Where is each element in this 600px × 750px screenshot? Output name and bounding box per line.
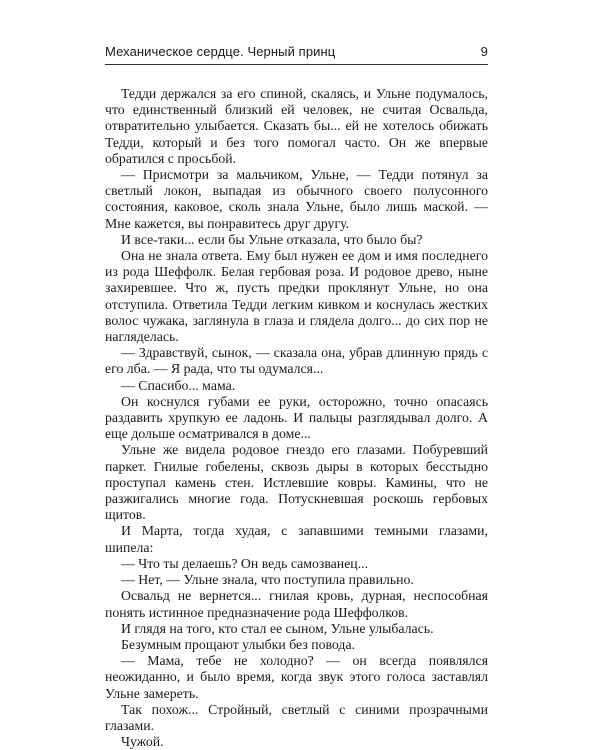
- paragraph: Тедди держался за его спиной, скалясь, и Ульне подумалось, что единственный близкий ей человек, не считая Освальда, отвратительно улыбается. Сказать бы... ей не хотелось обижать Тедди, который и без того помогал часто. Он же впервые обратился с просьбой.: [105, 86, 488, 166]
- paragraph: Безумным прощают улыбки без повода.: [121, 636, 356, 652]
- paragraph: И глядя на того, кто стал ее сыном, Ульне улыбалась.: [121, 620, 434, 636]
- paragraph: — Что ты делаешь? Он ведь самозванец...: [121, 555, 369, 571]
- paragraph: Он коснулся губами ее руки, осторожно, точно опасаясь раздавить хрупкую ее ладонь. И пальцы разглядывал долго. А еще дольше осматривался в доме...: [105, 393, 488, 442]
- paragraph: — Присмотри за мальчиком, Ульне, — Тедди потянул за светлый локон, выпадая из обычного своего полусонного состояния, каковое, сколь знала Ульне, было лишь маской. — Мне кажется, вы понравитесь друг другу.: [105, 167, 488, 231]
- paragraph: Чужой.: [121, 734, 164, 750]
- page-number: 9: [480, 44, 488, 59]
- running-title: Механическое сердце. Черный принц: [105, 44, 336, 59]
- paragraph: — Здравствуй, сынок, — сказала она, убрав длинную прядь с его лба. — Я рада, что ты одумался...: [105, 345, 488, 377]
- body-text: [105, 86, 488, 750]
- paragraph: Так похож... Стройный, светлый с синими прозрачными глазами.: [105, 701, 488, 733]
- paragraph: — Нет, — Ульне знала, что поступила правильно.: [121, 572, 414, 588]
- paragraph: — Мама, тебе не холодно? — он всегда появлялся неожиданно, и было время, когда звук этого голоса заставлял Ульне замереть.: [105, 653, 488, 701]
- header-rule: [105, 64, 488, 65]
- paragraph: — Спасибо... мама.: [121, 377, 236, 393]
- paragraph: Ульне же видела родовое гнездо его глазами. Побуревший паркет. Гнилые гобелены, сквозь дыры в которых бесстыдно проступал камень стен. Истлевшие ковры. Камины, что не разжигались многие года. Потускневшая роскошь гербовых щитов.: [105, 442, 488, 523]
- paragraph: И Марта, тогда худая, с запавшими темными глазами, шипела:: [105, 523, 488, 555]
- running-header: [105, 44, 488, 59]
- paragraph: Освальд не вернется... гнилая кровь, дурная, неспособная понять истинное предназначение рода Шеффолков.: [105, 588, 488, 620]
- paragraph: Она не знала ответа. Ему был нужен ее дом и имя последнего из рода Шеффолк. Белая гербовая роза. И родовое древо, ныне захиревшее. Что ж, пусть предки проклянут Ульне, но она отступила. Ответила Тедди легким кивком и коснулась жестких волос чужака, заглянула в глаза и глядела долго... до сих пор не нагляделась.: [105, 248, 488, 345]
- paragraph: И все-таки... если бы Ульне отказала, что было бы?: [121, 231, 423, 247]
